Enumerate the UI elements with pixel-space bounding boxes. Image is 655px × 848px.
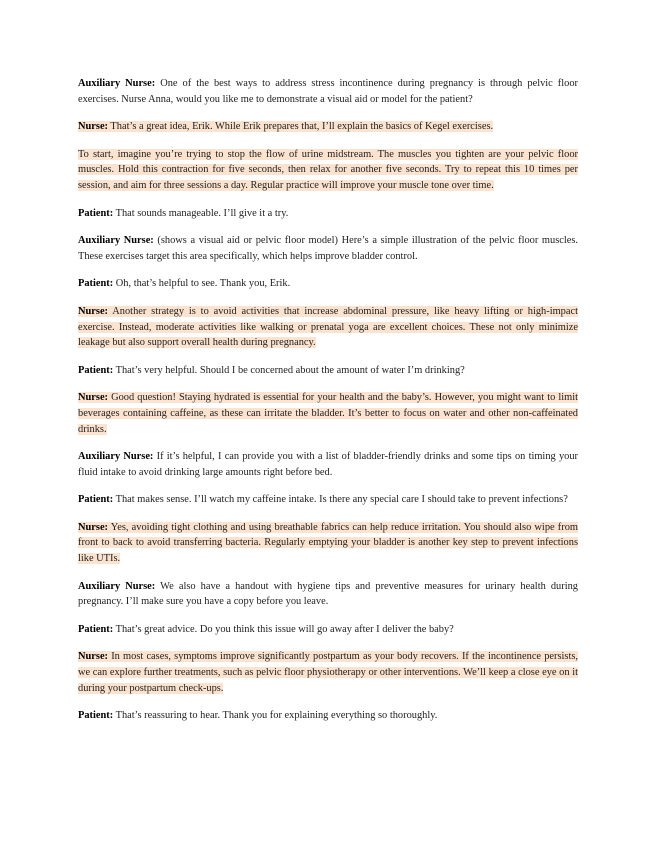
paragraph-text: [78, 581, 578, 608]
paragraph-text: [78, 78, 578, 105]
dialogue-paragraph: [78, 363, 578, 379]
paragraph-text: [78, 451, 578, 478]
dialogue-paragraph: [78, 579, 578, 610]
speaker-label: Auxiliary Nurse:: [78, 78, 156, 89]
utterance-text: If it’s helpful, I can provide you with a list of bladder-friendly drinks and some tips on timing your fluid intake to avoid drinking large amounts right before bed.: [78, 451, 578, 478]
speaker-label: Nurse:: [78, 305, 109, 317]
utterance-text: One of the best ways to address stress incontinence during pregnancy is through pelvic floor exercises. Nurse Anna, would you like me to demonstrate a visual aid or model for the patient?: [78, 78, 578, 105]
dialogue-paragraph: [78, 708, 578, 724]
speaker-label: Patient:: [78, 623, 114, 635]
paragraph-text: [78, 208, 288, 219]
dialogue-paragraph: [78, 76, 578, 107]
speaker-label: Auxiliary Nurse:: [78, 235, 154, 247]
paragraph-text: [78, 149, 578, 191]
utterance-text: Another strategy is to avoid activities that increase abdominal pressure, like heavy lifting or high-impact exercise. Instead, moderate activities like walking or prenatal yoga are excellent choices. These not only minimize leakage but also support overall health during pregnancy.: [78, 305, 578, 349]
dialogue-paragraph: [78, 147, 578, 194]
paragraph-text: [78, 522, 578, 564]
utterance-text: That makes sense. I’ll watch my caffeine intake. Is there any special care I should take to prevent infections?: [113, 494, 568, 506]
paragraph-text: [78, 710, 437, 721]
speaker-label: Patient:: [78, 207, 114, 219]
speaker-label: Nurse:: [78, 651, 109, 663]
paragraph-text: [78, 365, 465, 376]
speaker-label: Patient:: [78, 278, 114, 290]
dialogue-paragraph: [78, 276, 578, 292]
utterance-text: That’s reassuring to hear. Thank you for explaining everything so thoroughly.: [113, 710, 438, 722]
speaker-label: Nurse:: [78, 121, 109, 133]
paragraph-text: [78, 278, 290, 289]
dialogue-paragraph: [78, 492, 578, 508]
utterance-text: We also have a handout with hygiene tips and preventive measures for urinary health during pregnancy. I’ll make sure you have a copy before you leave.: [78, 580, 578, 608]
paragraph-text: [78, 235, 578, 262]
utterance-text: That sounds manageable. I’ll give it a try.: [113, 207, 289, 219]
speaker-label: Patient:: [78, 364, 114, 376]
utterance-text: Yes, avoiding tight clothing and using breathable fabrics can help reduce irritation. You should also wipe from front to back to avoid transferring bacteria. Regularly emptying your bladder is another key step to prevent infections like UTIs.: [78, 521, 578, 565]
dialogue-paragraph: [78, 449, 578, 480]
paragraph-text: [78, 121, 493, 132]
utterance-text: (shows a visual aid or pelvic floor model) Here’s a simple illustration of the pelvic floor muscles. These exercises target this area specifically, which helps improve bladder control.: [78, 235, 579, 262]
utterance-text: To start, imagine you’re trying to stop the flow of urine midstream. The muscles you tighten are your pelvic floor muscles. Hold this contraction for five seconds, then relax for another five seconds. Try to repeat this 10 times per session, and aim for three sessions a day. Regular practice will improve your muscle tone over time.: [78, 148, 578, 191]
dialogue-paragraph: [78, 390, 578, 437]
dialogue-paragraph: [78, 206, 578, 222]
dialogue-paragraph: [78, 119, 578, 135]
speaker-label: Auxiliary Nurse:: [78, 580, 156, 592]
dialogue-paragraph: [78, 649, 578, 696]
paragraph-text: [78, 392, 578, 434]
speaker-label: Nurse:: [78, 392, 109, 404]
speaker-label: Patient:: [78, 710, 114, 722]
paragraph-text: [78, 494, 568, 505]
speaker-label: Nurse:: [78, 521, 109, 533]
paragraph-text: [78, 624, 454, 635]
paragraph-text: [78, 306, 578, 348]
speaker-label: Auxiliary Nurse:: [78, 451, 154, 463]
dialogue-paragraph: [78, 622, 578, 638]
utterance-text: Oh, that’s helpful to see. Thank you, Erik.: [113, 278, 291, 290]
speaker-label: Patient:: [78, 494, 114, 506]
dialogue-paragraph: [78, 520, 578, 567]
utterance-text: In most cases, symptoms improve significantly postpartum as your body recovers. If the incontinence persists, we can explore further treatments, such as pelvic floor physiotherapy or other interventions. We’ll keep a close eye on it during your postpartum check-ups.: [78, 651, 578, 694]
utterance-text: Good question! Staying hydrated is essential for your health and the baby’s. However, you might want to limit beverages containing caffeine, as these can irritate the bladder. It’s better to focus on water and other non-caffeinated drinks.: [78, 392, 578, 435]
document-page: [78, 76, 578, 736]
dialogue-paragraph: [78, 233, 578, 264]
utterance-text: That’s great advice. Do you think this issue will go away after I deliver the baby?: [113, 623, 454, 635]
utterance-text: That’s very helpful. Should I be concerned about the amount of water I’m drinking?: [113, 364, 465, 376]
utterance-text: That’s a great idea, Erik. While Erik prepares that, I’ll explain the basics of Kegel exercises.: [108, 121, 494, 133]
dialogue-paragraph: [78, 304, 578, 351]
paragraph-text: [78, 651, 578, 693]
